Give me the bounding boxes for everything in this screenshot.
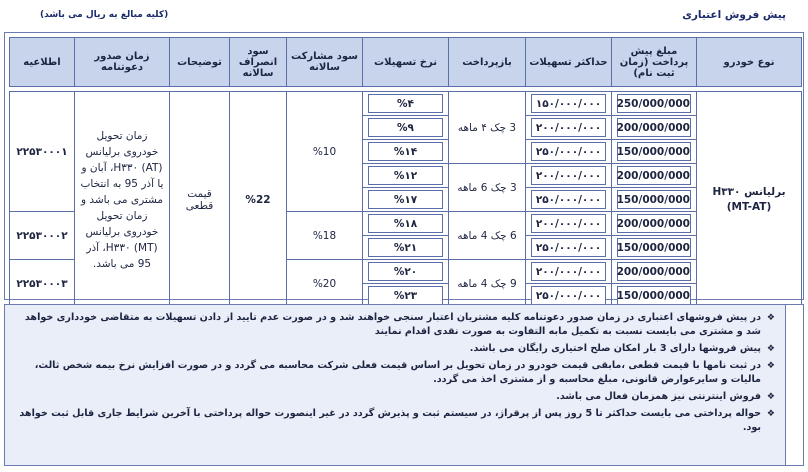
header-notice: اطلاعیه <box>10 38 75 87</box>
header-facility-rate: نرخ تسهیلات <box>363 38 449 87</box>
diamond-bullet-icon: ❖ <box>766 409 775 419</box>
credit-presale-table <box>9 37 802 308</box>
participation-profit-cell: %18 <box>287 212 363 260</box>
notes-side-bar <box>786 304 804 466</box>
max-facility-value: ۲۵۰/۰۰۰/۰۰۰ <box>531 142 606 161</box>
max-facility-value: ۱۵۰/۰۰۰/۰۰۰ <box>531 94 606 113</box>
rate-value: %۲۱ <box>368 238 443 257</box>
rate-value: %۱۷ <box>368 190 443 209</box>
explanation-cell <box>170 92 230 308</box>
rate-value: %۱۸ <box>368 214 443 233</box>
header-down-payment: مبلغ پیش پرداخت (زمان ثبت نام) <box>612 38 697 87</box>
repayment-cell: 6 چک 4 ماهه <box>449 212 526 260</box>
rate-value: %۲۰ <box>368 262 443 281</box>
down-payment-value: 200/000/000 <box>617 166 691 185</box>
header-repayment: بازپرداخت <box>449 38 526 87</box>
down-payment-value: 150/000/000 <box>617 190 691 209</box>
rate-value: %۹ <box>368 118 443 137</box>
header-max-facility: حداکثر تسهیلات <box>526 38 612 87</box>
down-payment-value: 200/000/000 <box>617 262 691 281</box>
max-facility-value: ۲۰۰/۰۰۰/۰۰۰ <box>531 214 606 233</box>
note-text: حواله پرداختی می بایست حداکثر تا 5 روز پس از پرقراژ، در سیستم ثبت و پذیرش گردد در غیر اینصورت حواله پرداختی با آخرین شرایط جاری قابل ثبت خواهد بود. <box>19 408 761 433</box>
car-model-name: برلیانس H۳۳۰ <box>712 185 786 198</box>
participation-profit-cell: %20 <box>287 260 363 308</box>
max-facility-value: ۲۵۰/۰۰۰/۰۰۰ <box>531 238 606 257</box>
max-facility-value: ۲۵۰/۰۰۰/۰۰۰ <box>531 286 606 305</box>
note-item <box>11 311 775 339</box>
explanation-line: قیمت <box>187 187 212 200</box>
note-text: فروش اینترنتی نیز همزمان فعال می باشد. <box>556 391 761 402</box>
note-item <box>11 407 775 435</box>
down-payment-value: 200/000/000 <box>617 214 691 233</box>
down-payment-value: 200/000/000 <box>617 118 691 137</box>
repayment-cell: 9 چک 4 ماهه <box>449 260 526 308</box>
header-row <box>10 38 802 87</box>
max-facility-value: ۲۰۰/۰۰۰/۰۰۰ <box>531 166 606 185</box>
diamond-bullet-icon: ❖ <box>766 344 775 354</box>
max-facility-value: ۲۰۰/۰۰۰/۰۰۰ <box>531 118 606 137</box>
invitation-time-cell: زمان تحویل خودروی برلیانس H۳۳۰ (AT)، آبان و یا آذر 95 به انتخاب مشتری می باشد و زمان تحویل خودروی برلیانس H۳۳۰ (MT)، آذر 95 می باشد. <box>75 92 170 308</box>
header-car-type: نوع خودرو <box>697 38 802 87</box>
diamond-bullet-icon: ❖ <box>766 392 775 402</box>
rate-value: %۴ <box>368 94 443 113</box>
max-facility-value: ۲۵۰/۰۰۰/۰۰۰ <box>531 190 606 209</box>
down-payment-value: 150/000/000 <box>617 286 691 305</box>
page-title: پیش فروش اعتباری <box>682 9 786 21</box>
notes-panel <box>4 304 786 466</box>
rate-value: %۱۴ <box>368 142 443 161</box>
down-payment-value: 250/000/000 <box>617 94 691 113</box>
header-cancel-profit: سود انصراف سالانه <box>230 38 287 87</box>
currency-note: (کلیه مبالغ به ریال می باشد) <box>40 10 169 20</box>
participation-profit-cell: %10 <box>287 92 363 212</box>
explanation-line: قطعی <box>185 199 214 212</box>
car-model-cell <box>697 92 802 308</box>
note-text: در پیش فروشهای اعتباری در زمان صدور دعوتنامه کلیه مشتریان اعتبار سنجی خواهند شد و در صورت عدم تایید از دادن تسهیلات به متقاضی خودداری خواهد شد و مشتری می بایست نسبت به تکمیل مابه التفاوت به صورت نقدی اقدام نمایند <box>24 312 761 337</box>
header-invitation-time: زمان صدور دعوتنامه <box>75 38 170 87</box>
header-explanation: توضیحات <box>170 38 230 87</box>
down-payment-value: 150/000/000 <box>617 238 691 257</box>
diamond-bullet-icon: ❖ <box>766 313 775 323</box>
header-participation-profit: سود مشارکت سالانه <box>287 38 363 87</box>
repayment-cell: 3 چک 6 ماهه <box>449 164 526 212</box>
car-model-variant: (MT-AT) <box>726 200 772 213</box>
diamond-bullet-icon: ❖ <box>766 361 775 371</box>
note-item <box>11 359 775 387</box>
note-item <box>11 342 775 356</box>
note-text: پیش فروشها دارای 3 بار امکان صلح اختیاری رایگان می باشد. <box>469 343 761 354</box>
notice-number: ۲۲۵۳۰۰۰۳ <box>10 260 75 308</box>
cancel-profit-cell: %22 <box>230 92 287 308</box>
table-row <box>10 92 802 116</box>
rate-value: %۲۳ <box>368 286 443 305</box>
note-item <box>11 390 775 404</box>
rate-value: %۱۲ <box>368 166 443 185</box>
repayment-cell: 3 چک ۴ ماهه <box>449 92 526 164</box>
notice-number: ۲۲۵۳۰۰۰۱ <box>10 92 75 212</box>
notice-number: ۲۲۵۳۰۰۰۲ <box>10 212 75 260</box>
max-facility-value: ۲۰۰/۰۰۰/۰۰۰ <box>531 262 606 281</box>
down-payment-value: 150/000/000 <box>617 142 691 161</box>
note-text: در ثبت نامها با قیمت قطعی ،مابقی قیمت خودرو در زمان تحویل بر اساس قیمت فعلی شرکت محاسبه می گردد و در صورت افزایش نرخ بیمه شخص ثالث، مالیات و سایرعوارض قانونی، مبلغ محاسبه و از مشتری اخذ می گردد. <box>34 360 761 385</box>
